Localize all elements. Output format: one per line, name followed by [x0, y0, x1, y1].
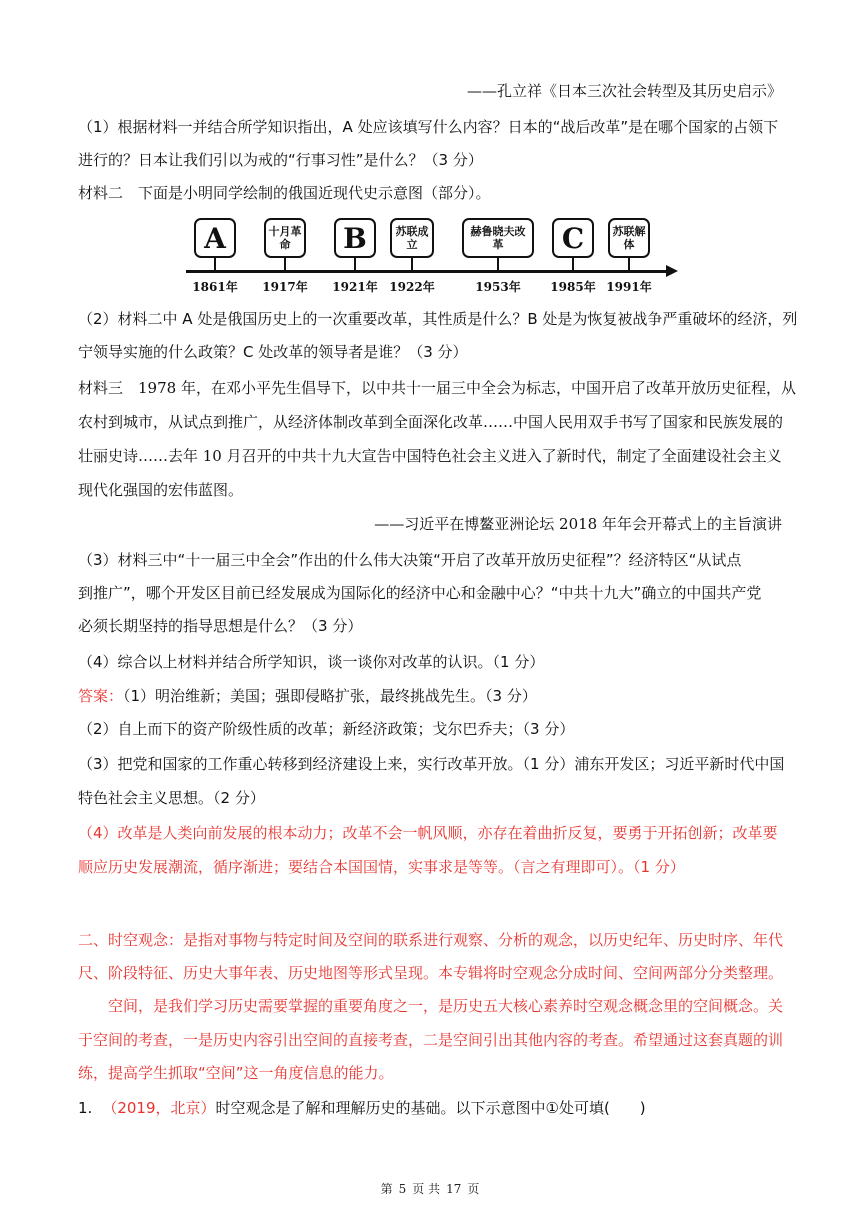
- footer-total-pages: 17: [446, 1182, 462, 1196]
- timeline-box-c: C: [552, 218, 594, 258]
- section-2-line-4: 于空间的考查，一是历史内容引出空间的直接考查，二是空间引出其他内容的考查。希望通过这套真题的训: [78, 1031, 784, 1049]
- question-1-line-2: 进行的？日本让我们引以为戒的“行事习性”是什么？（3 分）: [78, 151, 483, 169]
- timeline-box-october-revolution: 十月革命: [264, 218, 306, 258]
- question-2-line-1: （2）材料二中 A 处是俄国历史上的一次重要改革，其性质是什么？B 处是为恢复被战争严重破坏的经济，列: [78, 310, 798, 328]
- answer-1: [78, 686, 788, 706]
- timeline-box-ussr-founded: 苏联成立: [390, 218, 434, 258]
- timeline-stem: [628, 258, 630, 270]
- answer-2: （2）自上而下的资产阶级性质的改革；新经济政策；戈尔巴乔夫；（3 分）: [78, 720, 575, 738]
- material-2-intro: 材料二 下面是小明同学绘制的俄国近现代史示意图（部分）。: [78, 184, 491, 202]
- timeline-box-b: B: [334, 218, 376, 258]
- question-item-1: [78, 1098, 788, 1118]
- material-3-line-2: 农村到城市，从试点到推广，从经济体制改革到全面深化改革……中国人民用双手书写了国家和民族发展的: [78, 413, 784, 431]
- question-source: （2019，北京）: [102, 1099, 216, 1117]
- timeline-stem: [411, 258, 413, 270]
- footer-suffix: 页: [467, 1182, 480, 1196]
- question-2-line-2: 宁领导实施的什么政策？C 处改革的领导者是谁？（3 分）: [78, 343, 468, 361]
- timeline-stem: [214, 258, 216, 270]
- question-number: 1.: [78, 1099, 93, 1117]
- answer-label: 答案：: [78, 687, 124, 705]
- source-citation-3: ——习近平在博鳌亚洲论坛 2018 年年会开幕式上的主旨演讲: [374, 515, 782, 533]
- timeline-year: 1953年: [475, 280, 521, 294]
- material-3-line-1: 材料三 1978 年，在邓小平先生倡导下，以中共十一届三中全会为标志，中国开启了改革开放历史征程，从: [78, 379, 796, 397]
- material-3-line-3: 壮丽史诗……去年 10 月召开的中共十九大宣告中国特色社会主义进入了新时代，制定了全面建设社会主义: [78, 447, 782, 465]
- footer-page-number: 5: [398, 1182, 407, 1196]
- timeline-arrow-icon: [666, 265, 678, 277]
- timeline-stem: [284, 258, 286, 270]
- answer-4-line-1: （4）改革是人类向前发展的根本动力；改革不会一帆风顺，亦存在着曲折反复，要勇于开拓创新；改革要: [78, 824, 778, 842]
- question-4: （4）综合以上材料并结合所学知识，谈一谈你对改革的认识。（1 分）: [78, 653, 545, 671]
- answer-3-line-2: 特色社会主义思想。（2 分）: [78, 789, 265, 807]
- question-3-line-2: 到推广”，哪个开发区目前已经发展成为国际化的经济中心和金融中心？“中共十九大”确立的中国共产党: [78, 584, 762, 602]
- page-footer: [0, 1180, 860, 1197]
- timeline-year: 1917年: [262, 280, 308, 294]
- footer-prefix: 第: [380, 1182, 393, 1196]
- answer-1-text: （1）明治维新；美国；强即侵略扩张，最终挑战先生。（3 分）: [123, 687, 537, 705]
- answer-4-line-2: 顺应历史发展潮流，循序渐进；要结合本国国情，实事求是等等。（言之有理即可）。（1 分）: [78, 858, 685, 876]
- section-2-line-3: 空间，是我们学习历史需要掌握的重要角度之一，是历史五大核心素养时空观念概念里的空间概念。关: [108, 997, 784, 1015]
- question-3-line-1: （3）材料三中“十一届三中全会”作出的什么伟大决策“开启了改革开放历史征程”？经济特区“从试点: [78, 551, 742, 569]
- timeline-box-khrushchev-reform: 赫鲁晓夫改革: [462, 218, 534, 258]
- timeline-year: 1991年: [606, 280, 652, 294]
- source-citation-1: ——孔立祥《日本三次社会转型及其历史启示》: [466, 82, 782, 100]
- section-2-line-5: 练，提高学生抓取“空间”这一角度信息的能力。: [78, 1064, 394, 1082]
- material-3-line-4: 现代化强国的宏伟蓝图。: [78, 481, 244, 499]
- timeline-box-ussr-dissolved: 苏联解体: [608, 218, 650, 258]
- timeline-year: 1985年: [550, 280, 596, 294]
- question-text: 时空观念是了解和理解历史的基础。以下示意图中①处可填( ): [215, 1099, 646, 1117]
- timeline-box-a: A: [194, 218, 236, 258]
- timeline-stem: [354, 258, 356, 270]
- question-3-line-3: 必须长期坚持的指导思想是什么？（3 分）: [78, 617, 363, 635]
- section-2-line-2: 尺、阶段特征、历史大事年表、历史地图等形式呈现。本专辑将时空观念分成时间、空间两部分分类整理。: [78, 964, 784, 982]
- answer-3-line-1: （3）把党和国家的工作重心转移到经济建设上来，实行改革开放。（1 分）浦东开发区；习近平新时代中国: [78, 755, 785, 773]
- timeline-stem: [497, 258, 499, 270]
- russia-history-timeline: [180, 216, 680, 298]
- section-2-line-1: 二、时空观念：是指对事物与特定时间及空间的联系进行观察、分析的观念，以历史纪年、历史时序、年代: [78, 931, 784, 949]
- footer-middle: 页 共: [412, 1182, 441, 1196]
- timeline-year: 1922年: [389, 280, 435, 294]
- question-1-line-1: （1）根据材料一并结合所学知识指出，A 处应该填写什么内容？日本的“战后改革”是在哪个国家的占领下: [78, 118, 779, 136]
- timeline-axis: [186, 270, 668, 273]
- timeline-year: 1861年: [192, 280, 238, 294]
- timeline-stem: [572, 258, 574, 270]
- timeline-year: 1921年: [332, 280, 378, 294]
